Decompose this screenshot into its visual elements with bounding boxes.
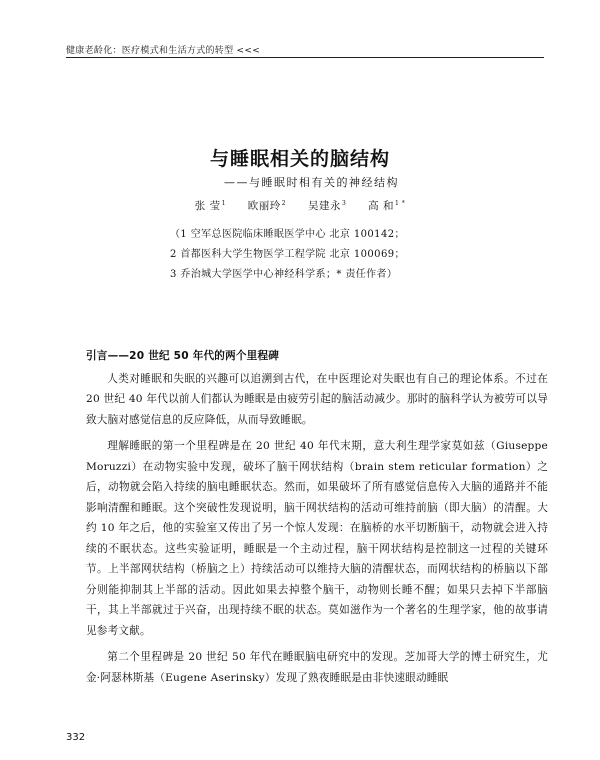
body-paragraph: 第二个里程碑是 20 世纪 50 年代在睡眠脑电研究中的发现。芝加哥大学的博士研究生，尤金·阿瑟林斯基（Eugene Aserinsky）发现了熟夜睡眠是由非快速眼动睡眠 <box>86 651 548 684</box>
author-affiliation-mark: 1 <box>221 199 226 207</box>
author <box>308 200 346 212</box>
affiliation-list <box>170 225 405 285</box>
article-title: 与睡眠相关的脑结构 <box>209 148 390 170</box>
affiliation-line: 2 首都医科大学生物医学工程学院 北京 100069； <box>170 249 405 260</box>
section-heading: 引言——20 世纪 50 年代的两个里程碑 <box>86 350 280 362</box>
author-affiliation-mark: 2 <box>281 199 287 207</box>
author-affiliation-mark: 1 * <box>394 199 406 207</box>
author <box>368 200 405 212</box>
author <box>248 200 286 212</box>
body-paragraph: 理解睡眠的第一个里程碑是在 20 世纪 40 年代末期，意大利生理学家莫如兹（Giuseppe Moruzzi）在动物实验中发现，破坏了脑干网状结构（brain stem reticular formation）之后，动物就会陷入持续的脑电睡眠状态。然而，如果破坏了所有感觉信息传入大脑的通路并不能影响清醒和睡眠。这个突破性发现说明，脑干网状结构的活动可维持前脑（即大脑）的清醒。大约 10 年之后，他的实验室又传出了另一个惊人发现：在脑桥的水平切断脑干，动物就会进入持续的不眠状态。这些实验证明，睡眠是一个主动过程，脑干网状结构是控制这一过程的关键环节。上半部网状结构（桥脑之上）持续活动可以维持大脑的清醒状态，而网状结构的桥脑以下部分则能抑制其上半部的活动。因此如果去掉整个脑干，动物则长睡不醒；如果只去掉下半部脑干，其上半部就过于兴奋，出现持续不眠的状态。莫如滋作为一个著名的生理学家，他的故事请见参考文献。 <box>86 440 548 637</box>
article-subtitle: ——与睡眠时相有关的神经结构 <box>224 176 399 189</box>
author-name: 欧丽玲 <box>247 200 281 212</box>
body-paragraph: 人类对睡眠和失眠的兴趣可以追溯到古代，在中医理论对失眠也有自己的理论体系。不过在 20 世纪 40 年代以前人们都认为睡眠是由疲劳引起的脑活动减少。那时的脑科学认为被劳可以导致大脑对感觉信息的反应降低，从而导致睡眠。 <box>86 372 548 426</box>
affiliation-line: 3 乔治城大学医学中心神经科学系；* 责任作者） <box>170 269 398 280</box>
author-name: 吴建永 <box>307 200 341 212</box>
author-name: 高 和 <box>368 200 394 212</box>
author-list <box>0 198 600 213</box>
author-name: 张 莹 <box>194 200 221 212</box>
running-header: 健康老龄化：医疗模式和生活方式的转型 <<< <box>66 46 261 56</box>
author-affiliation-mark: 3 <box>341 199 347 207</box>
article-body <box>86 346 548 694</box>
affiliation-line: （1 空军总医院临床睡眠医学中心 北京 100142； <box>170 229 405 240</box>
page-number: 332 <box>66 732 86 743</box>
header-rule <box>66 57 544 58</box>
author <box>195 200 226 212</box>
